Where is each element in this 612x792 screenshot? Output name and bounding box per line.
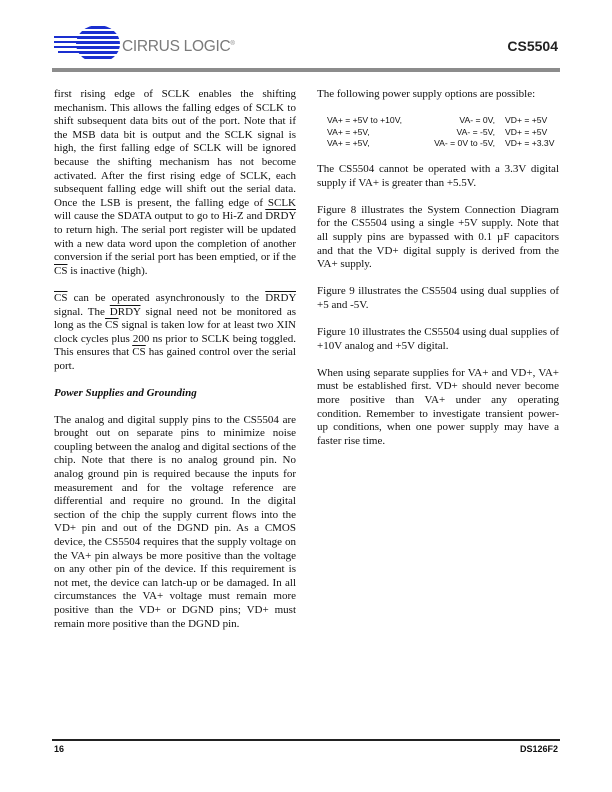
signal-drdy: DRDY [109, 305, 141, 318]
va-plus: VA+ = +5V to +10V, [327, 115, 403, 126]
header-divider [52, 68, 560, 72]
signal-cs: $\overline{CS}$ [54, 291, 68, 304]
va-minus: VA- = 0V, [459, 115, 495, 126]
va-minus: VA- = 0V to -5V, [434, 138, 495, 149]
section-heading: Power Supplies and Grounding [54, 387, 197, 400]
brand-name [122, 38, 234, 56]
paragraph-cs-async [54, 292, 296, 374]
option-row [327, 115, 563, 127]
page-number: 16 [54, 744, 65, 754]
text: is inactive (high). [67, 264, 148, 277]
trademark: ® [230, 40, 235, 47]
power-supply-options-table [327, 115, 563, 150]
text: first rising edge of SCLK enables the shifting mechanism. This allows the falling edges of SCLK to shift subsequent data bits out of the port. Note that if the MSB data bit is output and the SCLK signal is high, the first falling edge of SCLK will be ignored because the shifting mechanism has not become activated. After the first rising edge of SCLK, each subsequent falling edge will shift out the serial data. Once the LSB is present, the falling edge of SCLK will cause the SDATA output to go to Hi-Z and [54, 88, 296, 223]
text: signal is taken low for at least two XIN clock cycles plus 200 ns prior to SCLK being toggled. This ensures that [54, 319, 296, 359]
signal-drdy: DRDY [265, 291, 296, 304]
paragraph-figure-8: Figure 8 illustrates the System Connection Diagram for the CS5504 using a single +5V supply. Note that all supply pins are bypassed with 0.1 µF capacitors and that the VD+ digital supply is derived from the VA+ supply. [317, 203, 559, 271]
text: to return high. The serial port register will be updated with a new data word upon the completion of another conversion if the serial port has been emptied, or if the [54, 223, 296, 264]
paragraph-figure-9: Figure 9 illustrates the CS5504 using dual supplies of +5 and -5V. [317, 285, 559, 311]
text: can be operated asynchronously to the [67, 291, 266, 304]
paragraph-options-intro: The following power supply options are possible: [317, 88, 536, 100]
brand-text: CIRRUS LOGIC [122, 38, 231, 55]
paragraph-serial-shift [54, 88, 296, 278]
footer-divider [52, 739, 560, 741]
vd-plus: VD+ = +3.3V [505, 138, 555, 149]
paragraph-separate-supplies: When using separate supplies for VA+ and VD+, VA+ must be established first. VD+ should never become more positive than VA+ under any operating condition. Remember to investigate transient power-up conditions, when one power supply may have a faster rise time. [317, 366, 559, 447]
document-title: CS5504 [507, 38, 558, 54]
va-plus: VA+ = +5V, [327, 138, 370, 149]
right-column [317, 88, 559, 462]
vd-plus: VD+ = +5V [505, 115, 548, 126]
paragraph-supply-pins: The analog and digital supply pins to the CS5504 are brought out on separate pins to minimize noise coupling between the analog and digital sections of the chip. Note that there is no analog ground pin. No analog ground pin is required because the inputs for measurement and for the voltage reference are differential and require no ground. In the digital section of the chip the supply current flows into the VD+ pin and out of the DGND pin. As a CMOS device, the CS5504 requires that the supply voltage on the VA+ pin always be more positive than the voltage on any other pin of the device. If this requirement is not met, the device can latch-up or be damaged. In all circumstances the VA+ voltage must remain more positive than the VD+ or DGND pins; VD+ must remain more positive than the DGND pin. [54, 413, 296, 630]
document-id: DS126F2 [519, 744, 558, 754]
text: signal. The [54, 305, 110, 318]
va-minus: VA- = -5V, [456, 126, 495, 137]
signal-cs: $\overline{CS}$ [132, 346, 146, 359]
vd-plus: VD+ = +5V [505, 126, 548, 137]
paragraph-3v3-limit: The CS5504 cannot be operated with a 3.3V digital supply if VA+ is greater than +5.5V. [317, 162, 559, 189]
signal-drdy: DRDY [265, 210, 296, 223]
cirrus-logic-logo-icon [54, 24, 120, 64]
option-row [327, 127, 563, 139]
signal-cs: $\overline{CS}$ [54, 264, 68, 277]
left-column [54, 88, 296, 645]
paragraph-figure-10: Figure 10 illustrates the CS5504 using dual supplies of +10V analog and +5V digital. [317, 326, 559, 352]
text: has gained control over the serial port. [54, 346, 296, 372]
va-plus: VA+ = +5V, [327, 126, 370, 137]
option-row [327, 138, 563, 150]
signal-cs: $\overline{CS}$ [105, 319, 119, 332]
text: signal need not be monitored as long as the [54, 305, 296, 332]
